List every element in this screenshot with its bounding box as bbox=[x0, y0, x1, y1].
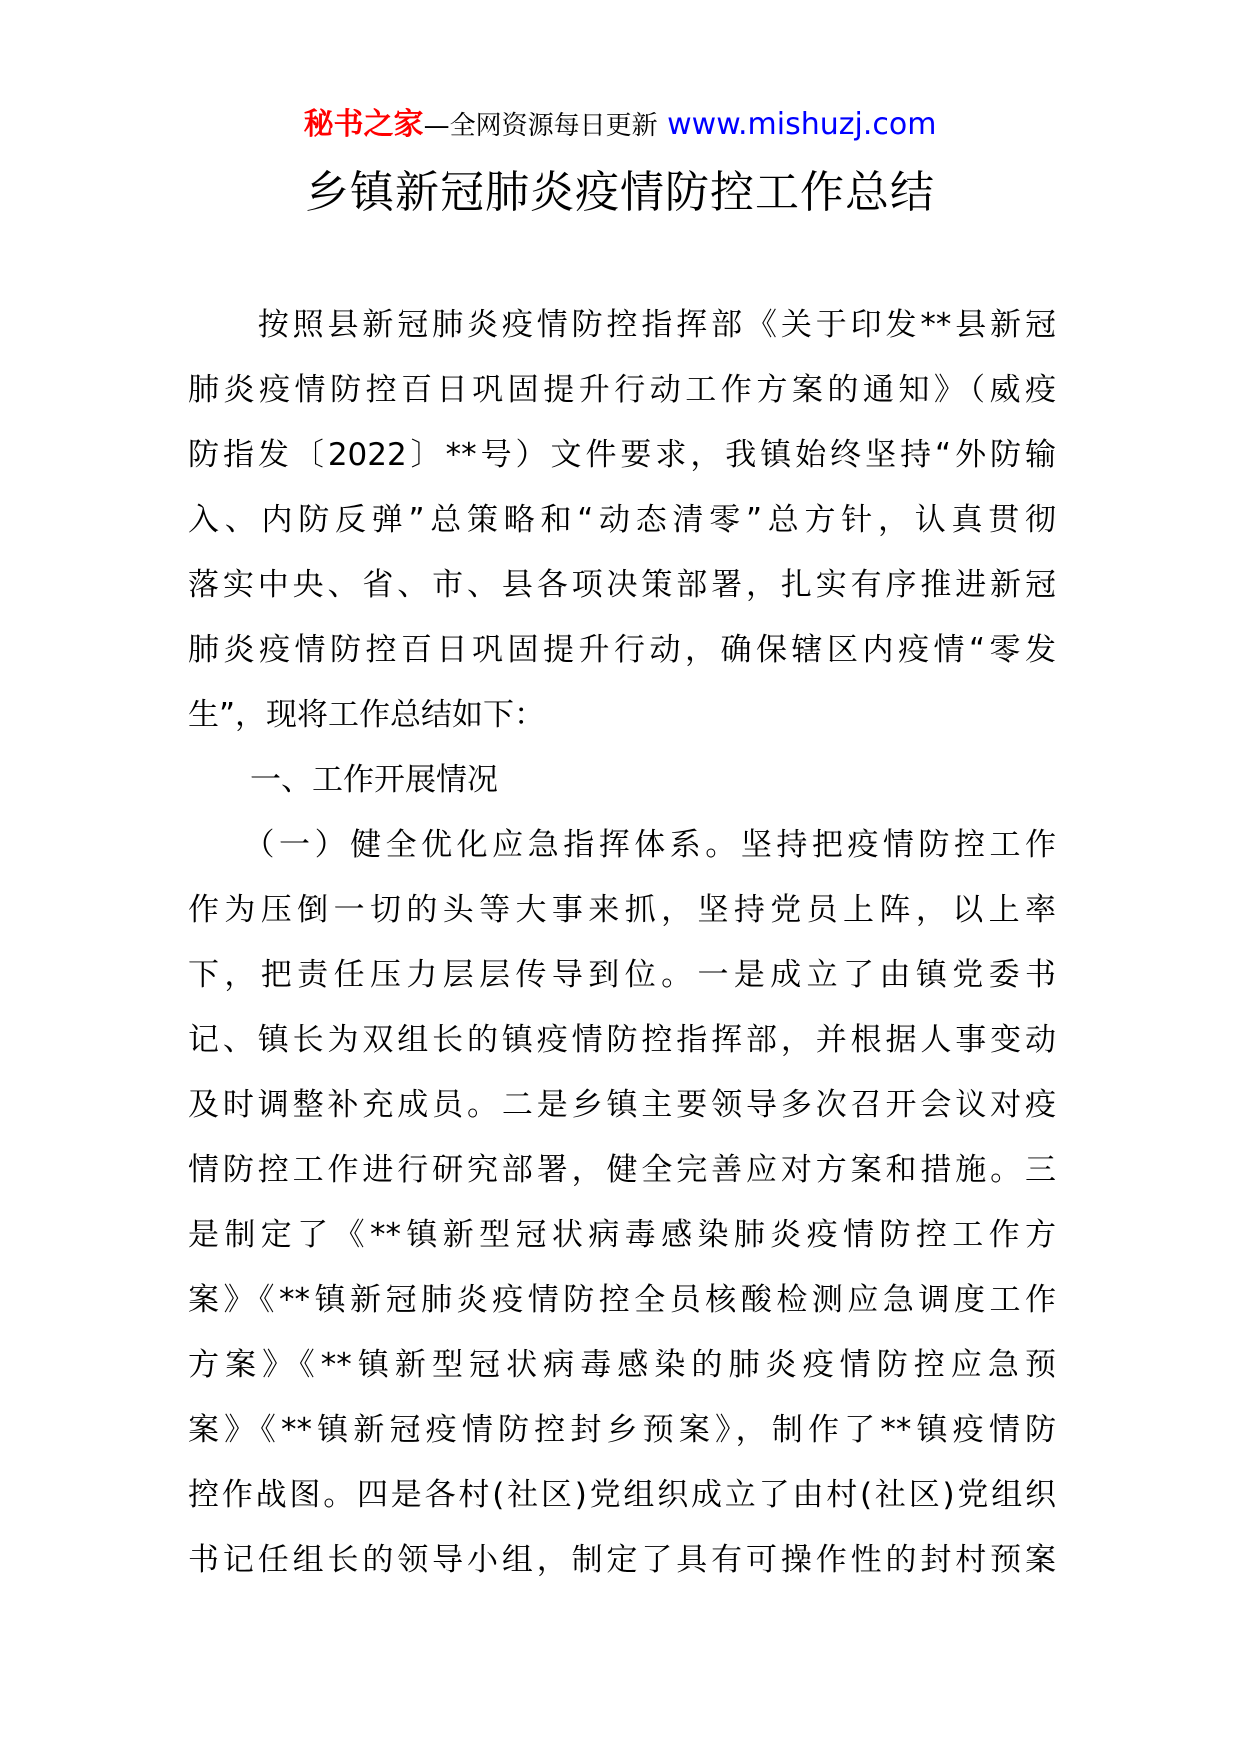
text-line: 方案》《**镇新型冠状病毒感染的肺炎疫情防控应急预 bbox=[188, 1347, 1056, 1383]
text-line: 按照县新冠肺炎疫情防控指挥部《关于印发**县新冠 bbox=[188, 307, 1056, 343]
text-line: 情防控工作进行研究部署，健全完善应对方案和措施。三 bbox=[188, 1152, 1056, 1188]
site-header bbox=[0, 104, 1240, 147]
text-line: 作为压倒一切的头等大事来抓，坚持党员上阵，以上率 bbox=[188, 892, 1056, 928]
text-line: 生”，现将工作总结如下： bbox=[188, 697, 546, 733]
text-line: 书记任组长的领导小组，制定了具有可操作性的封村预案 bbox=[188, 1542, 1056, 1578]
text-line: 记、镇长为双组长的镇疫情防控指挥部，并根据人事变动 bbox=[188, 1022, 1056, 1058]
text-line: 入、内防反弹”总策略和“动态清零”总方针，认真贯彻 bbox=[188, 502, 1056, 538]
document-title: 乡镇新冠肺炎疫情防控工作总结 bbox=[305, 167, 935, 218]
site-url-link[interactable]: www.mishuzj.com bbox=[667, 107, 937, 142]
text-line: 肺炎疫情防控百日巩固提升行动，确保辖区内疫情“零发 bbox=[188, 632, 1056, 668]
text-line: 落实中央、省、市、县各项决策部署，扎实有序推进新冠 bbox=[188, 567, 1056, 603]
text-line: 案》《**镇新冠疫情防控封乡预案》，制作了**镇疫情防 bbox=[188, 1412, 1056, 1448]
text-line: （一）健全优化应急指挥体系。坚持把疫情防控工作 bbox=[188, 827, 1056, 863]
section-heading: 一、工作开展情况 bbox=[188, 762, 498, 798]
text-line: 肺炎疫情防控百日巩固提升行动工作方案的通知》（威疫 bbox=[188, 372, 1056, 408]
text-line: 案》《**镇新冠肺炎疫情防控全员核酸检测应急调度工作 bbox=[188, 1282, 1056, 1318]
slogan-text: —全网资源每日更新 bbox=[423, 111, 658, 141]
text-line: 及时调整补充成员。二是乡镇主要领导多次召开会议对疫 bbox=[188, 1087, 1056, 1123]
text-line: 防指发〔2022〕**号）文件要求，我镇始终坚持“外防输 bbox=[188, 437, 1056, 473]
text-line: 下，把责任压力层层传导到位。一是成立了由镇党委书 bbox=[188, 957, 1056, 993]
text-line: 控作战图。四是各村(社区)党组织成立了由村(社区)党组织 bbox=[188, 1477, 1056, 1513]
document-body bbox=[188, 293, 1056, 1593]
text-line: 是制定了《**镇新型冠状病毒感染肺炎疫情防控工作方 bbox=[188, 1217, 1056, 1253]
brand-name: 秘书之家 bbox=[303, 107, 424, 142]
